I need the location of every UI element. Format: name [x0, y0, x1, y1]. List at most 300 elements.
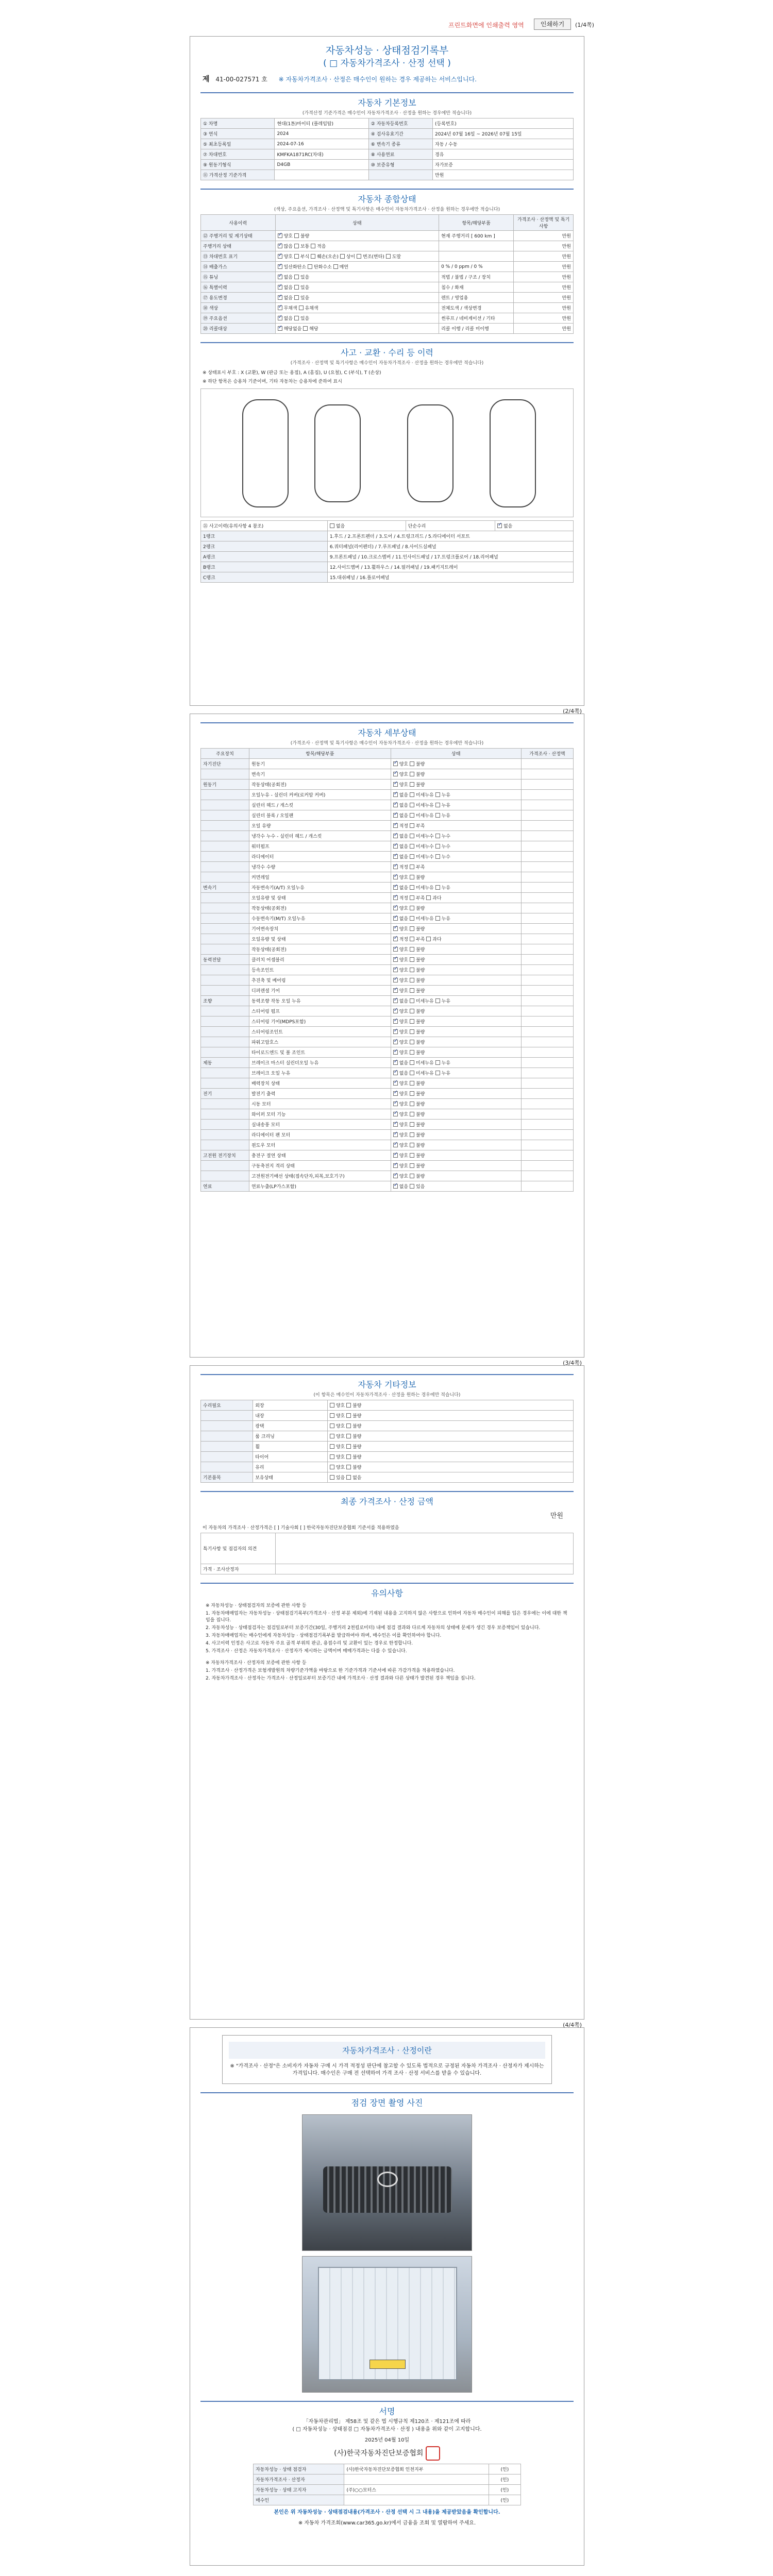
- detail-status-option: 미세누유: [415, 999, 435, 1004]
- other-status-checkbox[interactable]: [330, 1465, 334, 1469]
- basic-value: 2024-07-16: [275, 139, 368, 149]
- detail-status-checkbox[interactable]: [410, 803, 414, 807]
- signer-name: [344, 2475, 489, 2485]
- other-row: [201, 1411, 574, 1421]
- other-status-checkbox[interactable]: [330, 1444, 334, 1449]
- summary-detail: 썬루프 / 네비게이션 / 기타: [439, 313, 514, 324]
- other-row: [201, 1442, 574, 1452]
- detail-status-option: 양호: [399, 958, 410, 963]
- detail-status-checkbox[interactable]: [426, 895, 431, 900]
- summary-status-checkbox[interactable]: [333, 264, 338, 269]
- detail-status-checkbox[interactable]: [393, 916, 398, 921]
- detail-status-checkbox[interactable]: [410, 792, 414, 797]
- signature-footer-2: ※ 자동차 가격조회(www.car365.go.kr)에서 금융을 조회 및 열람하여 주세요.: [298, 2520, 476, 2526]
- detail-group: [201, 1171, 249, 1181]
- other-status-option: 불량: [352, 1403, 362, 1409]
- other-status-checkbox[interactable]: [346, 1423, 351, 1428]
- summary-status-checkbox[interactable]: [311, 244, 315, 248]
- basic-info-heading: 자동차 기본정보: [200, 92, 574, 109]
- detail-status-option: 양호: [399, 1030, 410, 1035]
- detail-status-checkbox[interactable]: [410, 865, 414, 869]
- other-status-checkbox[interactable]: [346, 1454, 351, 1459]
- detail-price: [521, 1037, 573, 1047]
- detail-status-checkbox[interactable]: [393, 1174, 398, 1178]
- detail-status-option: 양호: [399, 1009, 410, 1014]
- basic-row: [201, 129, 574, 139]
- detail-status-checkbox[interactable]: [393, 782, 398, 787]
- detail-status-checkbox[interactable]: [410, 906, 414, 910]
- detail-group: [201, 821, 249, 831]
- basic-value: KMFKA1871RC(차대): [275, 149, 368, 160]
- detail-col-header: 가격조사 · 산정액: [521, 749, 573, 759]
- detail-status-checkbox[interactable]: [435, 792, 440, 797]
- detail-status-checkbox[interactable]: [393, 926, 398, 931]
- summary-status-checkbox[interactable]: [294, 275, 299, 279]
- other-item: 내장: [253, 1411, 328, 1421]
- detail-status-checkbox[interactable]: [393, 844, 398, 849]
- detail-group: [201, 800, 249, 810]
- summary-status: [275, 251, 439, 262]
- notes-p2: 1. 자동차매매업자는 자동차성능 · 상태점검기록부(가격조사 · 산정 부분 제외)에 기재된 내용을 고지하지 않은 사항으로 인하여 자동차 매수인이 피해를 입은 경우에는 이에 대한 책임을 집니다.: [206, 1611, 567, 1623]
- summary-item-label: ⑰ 용도변경: [201, 293, 276, 303]
- detail-status-checkbox[interactable]: [410, 968, 414, 972]
- detail-group: [201, 1140, 249, 1150]
- detail-status-checkbox[interactable]: [410, 998, 414, 1003]
- summary-item-label: ⑯ 특별이력: [201, 282, 276, 293]
- summary-status-checkbox[interactable]: [308, 264, 312, 269]
- other-status-option: 양호: [335, 1414, 347, 1419]
- detail-status-checkbox[interactable]: [435, 813, 440, 818]
- detail-status-checkbox[interactable]: [410, 1040, 414, 1044]
- basic-value: 2024년 07월 16일 ~ 2026년 07월 15일: [433, 129, 574, 139]
- detail-item: 충전구 절연 상태: [249, 1150, 391, 1161]
- detail-status-checkbox[interactable]: [410, 1081, 414, 1086]
- detail-status-option: 누수: [441, 855, 450, 860]
- detail-status: [391, 1109, 521, 1120]
- summary-col-header: 항목/해당부품: [439, 215, 514, 231]
- basic-value: 자가보증: [433, 160, 574, 170]
- detail-status: [391, 1181, 521, 1192]
- detail-item: 수동변속기(M/T) 오일누유: [249, 913, 391, 924]
- detail-status-checkbox[interactable]: [410, 957, 414, 962]
- detail-status-checkbox[interactable]: [393, 1060, 398, 1065]
- detail-status-option: 미세누유: [415, 886, 435, 891]
- notes-p3: 2. 자동차성능 · 상태점검자는 점검일로부터 보증기간(30일, 주행거리 2천킬로미터) 내에 점검 결과와 다르게 자동차의 상태에 문제가 생긴 경우 보증책임이 있습니다.: [206, 1625, 541, 1631]
- other-status-checkbox[interactable]: [346, 1465, 351, 1469]
- detail-status-checkbox[interactable]: [393, 1132, 398, 1137]
- detail-status-checkbox[interactable]: [410, 1009, 414, 1013]
- detail-row: [201, 1037, 574, 1047]
- detail-status-option: 미세누수: [415, 834, 435, 839]
- other-status-checkbox[interactable]: [330, 1423, 334, 1428]
- detail-status-checkbox[interactable]: [410, 1029, 414, 1034]
- detail-item: 브레이크 오일 누유: [249, 1068, 391, 1078]
- detail-price: [521, 759, 573, 769]
- summary-status: [275, 303, 439, 313]
- summary-status-option: 상이: [346, 255, 357, 260]
- detail-status-checkbox[interactable]: [410, 1101, 414, 1106]
- detail-status-checkbox[interactable]: [435, 1060, 440, 1065]
- summary-status: [275, 282, 439, 293]
- detail-status-checkbox[interactable]: [435, 803, 440, 807]
- detail-group: [201, 769, 249, 779]
- detail-status-checkbox[interactable]: [410, 834, 414, 838]
- summary-row: [201, 282, 574, 293]
- detail-status-checkbox[interactable]: [410, 854, 414, 859]
- summary-status-checkbox[interactable]: [294, 295, 299, 300]
- detail-item: 클러치 어셈블리: [249, 955, 391, 965]
- detail-status-checkbox[interactable]: [410, 1132, 414, 1137]
- other-status-option: 양호: [335, 1403, 347, 1409]
- detail-status-checkbox[interactable]: [393, 1163, 398, 1168]
- detail-status-option: 누유: [441, 814, 450, 819]
- summary-hint: (색상, 주요옵션, 가격조사 · 산정액 및 특기사항은 매수인이 자동차가격조사 · 산정을 원하는 경우에만 적습니다): [274, 207, 500, 212]
- detail-status-checkbox[interactable]: [410, 1050, 414, 1055]
- other-status-checkbox[interactable]: [330, 1434, 334, 1438]
- photo-section: [200, 2092, 574, 2393]
- summary-status-checkbox[interactable]: [294, 244, 299, 248]
- summary-status-checkbox[interactable]: [294, 254, 299, 259]
- summary-item-label: ⑮ 튜닝: [201, 272, 276, 282]
- basic-row: [201, 118, 574, 129]
- signature-org-name: (사)한국자동차진단보증협회: [334, 2449, 424, 2458]
- detail-status-option: 적정: [399, 865, 410, 870]
- other-row: [201, 1431, 574, 1442]
- detail-status-checkbox[interactable]: [393, 854, 398, 859]
- detail-status: [391, 1058, 521, 1068]
- signature-row: [254, 2485, 521, 2495]
- detail-item: 타이로드엔드 및 볼 조인트: [249, 1047, 391, 1058]
- summary-status-checkbox[interactable]: [278, 316, 282, 320]
- detail-row: [201, 893, 574, 903]
- detail-group: 고전원 전기장치: [201, 1150, 249, 1161]
- detail-status-checkbox[interactable]: [393, 937, 398, 941]
- detail-item: 라디에이터: [249, 852, 391, 862]
- detail-status-checkbox[interactable]: [393, 1029, 398, 1034]
- summary-col-header: 가격조사 · 산정액 및 특기사항: [514, 215, 574, 231]
- detail-status-checkbox[interactable]: [410, 772, 414, 776]
- detail-status-checkbox[interactable]: [435, 998, 440, 1003]
- detail-item: 작동상태(공회전): [249, 903, 391, 913]
- detail-row: [201, 955, 574, 965]
- detail-row: [201, 924, 574, 934]
- detail-status-checkbox[interactable]: [393, 761, 398, 766]
- summary-status-checkbox[interactable]: [294, 285, 299, 290]
- detail-status-checkbox[interactable]: [435, 844, 440, 849]
- summary-row: [201, 313, 574, 324]
- rank-label: B랭크: [201, 562, 328, 572]
- other-section: [200, 1374, 574, 1483]
- other-status-checkbox[interactable]: [346, 1444, 351, 1449]
- accident-legend: ※ 상태표시 부호 : X (교환), W (판금 또는 용접), A (흠집), U (요철), C (부식), T (손상): [203, 370, 381, 376]
- detail-item: 스티어링 기어(MDPS포함): [249, 1016, 391, 1027]
- summary-status-checkbox[interactable]: [386, 254, 391, 259]
- detail-status-checkbox[interactable]: [393, 1019, 398, 1024]
- detail-status-option: 양호: [399, 1081, 410, 1087]
- detail-price: [521, 1016, 573, 1027]
- detail-status-option: 적정: [399, 896, 410, 901]
- detail-group: [201, 1161, 249, 1171]
- summary-status-checkbox[interactable]: [340, 254, 345, 259]
- repair-none-checkbox[interactable]: [497, 523, 502, 528]
- summary-status-option: 있음: [300, 296, 310, 301]
- detail-status-option: 없음: [399, 834, 410, 839]
- summary-price: 만원: [514, 262, 574, 272]
- other-group: [201, 1452, 253, 1462]
- detail-status-checkbox[interactable]: [393, 1071, 398, 1075]
- detail-status-checkbox[interactable]: [435, 916, 440, 921]
- signer-seal: (인): [489, 2485, 520, 2495]
- detail-status-option: 불량: [415, 927, 425, 932]
- detail-row: [201, 1140, 574, 1150]
- summary-status-option: 없음: [283, 316, 294, 321]
- detail-status-checkbox[interactable]: [410, 916, 414, 921]
- basic-label: ⑩ 보증유형: [368, 160, 432, 170]
- detail-item: 자동변속기(A/T) 오일누유: [249, 883, 391, 893]
- detail-status-checkbox[interactable]: [410, 782, 414, 787]
- detail-status-checkbox[interactable]: [393, 1122, 398, 1127]
- notes-body: [200, 1600, 574, 1685]
- rank-label: C랭크: [201, 572, 328, 583]
- detail-group: [201, 893, 249, 903]
- detail-status-checkbox[interactable]: [435, 885, 440, 890]
- detail-status-option: 양호: [399, 1102, 410, 1107]
- detail-status-checkbox[interactable]: [393, 865, 398, 869]
- detail-status-option: 미세누유: [415, 1071, 435, 1076]
- price-info-text: ※ "가격조사 · 산정"은 소비자가 자동차 구매 시 가격 적정성 판단에 참고할 수 있도록 법적으로 규정된 자동차 가격조사 · 산정자가 제시하는 가격입니다. 매수인은 구매 전 선택하여 가격 조사 · 산정 서비스를 받을 수 있습니다.: [230, 2063, 544, 2076]
- detail-status-option: 불량: [415, 978, 425, 984]
- detail-status-checkbox[interactable]: [393, 875, 398, 879]
- detail-status-checkbox[interactable]: [410, 885, 414, 890]
- detail-status-checkbox[interactable]: [393, 1143, 398, 1147]
- detail-row: [201, 903, 574, 913]
- summary-price: 만원: [514, 272, 574, 282]
- detail-status-checkbox[interactable]: [393, 1091, 398, 1096]
- detail-status-option: 과다: [432, 937, 442, 942]
- notes-heading: 유의사항: [200, 1583, 574, 1600]
- detail-status-option: 누유: [441, 886, 450, 891]
- print-toolbar: [0, 15, 773, 36]
- detail-status-checkbox[interactable]: [410, 1112, 414, 1116]
- detail-status-checkbox[interactable]: [435, 854, 440, 859]
- summary-status-checkbox[interactable]: [278, 244, 282, 248]
- summary-status-checkbox[interactable]: [294, 316, 299, 320]
- detail-status-checkbox[interactable]: [393, 1040, 398, 1044]
- detail-row: [201, 852, 574, 862]
- detail-status-checkbox[interactable]: [410, 1184, 414, 1189]
- detail-status-checkbox[interactable]: [426, 937, 431, 941]
- detail-status: [391, 852, 521, 862]
- summary-price: 만원: [514, 313, 574, 324]
- detail-status-checkbox[interactable]: [393, 988, 398, 993]
- basic-value: (등록번호): [433, 118, 574, 129]
- detail-status-option: 미세누유: [415, 803, 435, 808]
- car-diagram: [200, 388, 574, 517]
- detail-status-checkbox[interactable]: [410, 1091, 414, 1096]
- detail-item: 오일 유량: [249, 821, 391, 831]
- detail-status-checkbox[interactable]: [393, 968, 398, 972]
- detail-row: [201, 821, 574, 831]
- signature-org: [200, 2446, 574, 2461]
- summary-status-checkbox[interactable]: [278, 264, 282, 269]
- summary-status-checkbox[interactable]: [294, 233, 299, 238]
- detail-status-option: 불량: [415, 1092, 425, 1097]
- detail-status-checkbox[interactable]: [410, 926, 414, 931]
- detail-status-checkbox[interactable]: [410, 947, 414, 952]
- summary-status-checkbox[interactable]: [278, 285, 282, 290]
- detail-status-checkbox[interactable]: [410, 1174, 414, 1178]
- detail-status-checkbox[interactable]: [410, 895, 414, 900]
- basic-value: [275, 170, 368, 180]
- summary-item-label: ⑬ 차대번호 표기: [201, 251, 276, 262]
- detail-status-option: 미세누유: [415, 1061, 435, 1066]
- detail-status-checkbox[interactable]: [410, 844, 414, 849]
- detail-status: [391, 924, 521, 934]
- detail-row: [201, 1089, 574, 1099]
- detail-status-checkbox[interactable]: [410, 988, 414, 993]
- detail-row: [201, 1027, 574, 1037]
- other-status-checkbox[interactable]: [330, 1454, 334, 1459]
- detail-status-checkbox[interactable]: [393, 906, 398, 910]
- detail-status: [391, 1016, 521, 1027]
- detail-status-checkbox[interactable]: [393, 1009, 398, 1013]
- accident-legend-2: ※ 하단 항목은 승용차 기준이며, 기타 자동차는 승용차에 준하여 표시: [203, 379, 342, 384]
- detail-status-checkbox[interactable]: [393, 947, 398, 952]
- signer-role: 매수인: [254, 2495, 344, 2505]
- summary-status-option: 없음: [283, 285, 294, 291]
- detail-status-option: 불량: [415, 1030, 425, 1035]
- detail-price: [521, 1150, 573, 1161]
- detail-status-checkbox[interactable]: [410, 761, 414, 766]
- other-status-checkbox[interactable]: [346, 1413, 351, 1418]
- detail-status-option: 누유: [441, 803, 450, 808]
- summary-status-option: 많음: [283, 244, 294, 249]
- summary-status-checkbox[interactable]: [299, 306, 304, 310]
- summary-status: [275, 262, 439, 272]
- detail-status: [391, 790, 521, 800]
- detail-status-checkbox[interactable]: [393, 772, 398, 776]
- detail-status-option: 양호: [399, 906, 410, 911]
- other-status-checkbox[interactable]: [346, 1475, 351, 1480]
- detail-status-checkbox[interactable]: [393, 1081, 398, 1086]
- detail-status-checkbox[interactable]: [410, 823, 414, 828]
- detail-status: [391, 1078, 521, 1089]
- basic-info-table: [200, 118, 574, 180]
- detail-status-checkbox[interactable]: [435, 834, 440, 838]
- detail-status-checkbox[interactable]: [393, 1153, 398, 1158]
- document-number-label: 제: [203, 75, 210, 83]
- summary-status-checkbox[interactable]: [357, 254, 361, 259]
- detail-status-checkbox[interactable]: [410, 1122, 414, 1127]
- accident-none-checkbox[interactable]: [330, 523, 334, 528]
- detail-status-checkbox[interactable]: [410, 1060, 414, 1065]
- summary-detail: 적법 / 불법 / 구조 / 장치: [439, 272, 514, 282]
- other-status-checkbox[interactable]: [330, 1413, 334, 1418]
- detail-item: 배력장치 상태: [249, 1078, 391, 1089]
- summary-col-header: 사용이력: [201, 215, 276, 231]
- summary-col-header: 상태: [275, 215, 439, 231]
- detail-group: [201, 1016, 249, 1027]
- detail-status-checkbox[interactable]: [393, 895, 398, 900]
- detail-status-checkbox[interactable]: [393, 792, 398, 797]
- summary-status-checkbox[interactable]: [278, 295, 282, 300]
- detail-status-checkbox[interactable]: [410, 1019, 414, 1024]
- detail-status-checkbox[interactable]: [410, 937, 414, 941]
- rank-label: 2랭크: [201, 541, 328, 552]
- summary-status-checkbox[interactable]: [303, 326, 308, 331]
- detail-status-checkbox[interactable]: [410, 978, 414, 982]
- signature-row: [254, 2475, 521, 2485]
- detail-status: [391, 913, 521, 924]
- basic-label: ① 차명: [201, 118, 275, 129]
- detail-status-checkbox[interactable]: [393, 1112, 398, 1116]
- summary-detail: 현재 주행거리 [ 600 km ]: [439, 231, 514, 241]
- detail-status-checkbox[interactable]: [393, 1184, 398, 1189]
- summary-status-checkbox[interactable]: [311, 254, 315, 259]
- detail-status-checkbox[interactable]: [410, 1153, 414, 1158]
- detail-row: [201, 913, 574, 924]
- detail-item: 구동축전지 격리 상태: [249, 1161, 391, 1171]
- detail-status-checkbox[interactable]: [410, 813, 414, 818]
- other-status-checkbox[interactable]: [330, 1475, 334, 1480]
- detail-group: [201, 1037, 249, 1047]
- summary-status-option: 해당없음: [283, 327, 304, 332]
- detail-status-checkbox[interactable]: [393, 885, 398, 890]
- detail-row: [201, 1058, 574, 1068]
- other-status-checkbox[interactable]: [346, 1403, 351, 1408]
- detail-status-checkbox[interactable]: [393, 957, 398, 962]
- summary-status-checkbox[interactable]: [278, 254, 282, 259]
- detail-status-checkbox[interactable]: [410, 1163, 414, 1168]
- print-button[interactable]: 인쇄하기: [534, 19, 571, 30]
- detail-status-option: 미세누유: [415, 814, 435, 819]
- basic-label: ⑦ 차대번호: [201, 149, 275, 160]
- other-status-checkbox[interactable]: [346, 1434, 351, 1438]
- detail-status: [391, 800, 521, 810]
- detail-status-option: 없음: [399, 793, 410, 798]
- detail-status-option: 누수: [441, 844, 450, 850]
- other-row: [201, 1452, 574, 1462]
- summary-status-checkbox[interactable]: [278, 233, 282, 238]
- detail-status-checkbox[interactable]: [393, 998, 398, 1003]
- summary-item-label: ⑭ 배출가스: [201, 262, 276, 272]
- detail-status-checkbox[interactable]: [393, 803, 398, 807]
- detail-status-checkbox[interactable]: [435, 1071, 440, 1075]
- summary-status-checkbox[interactable]: [278, 326, 282, 331]
- detail-status-checkbox[interactable]: [393, 813, 398, 818]
- detail-status-checkbox[interactable]: [410, 1143, 414, 1147]
- summary-status-option: 해당: [309, 327, 318, 332]
- summary-row: [201, 241, 574, 251]
- detail-status-checkbox[interactable]: [393, 1101, 398, 1106]
- detail-status-checkbox[interactable]: [393, 823, 398, 828]
- summary-status-option: 무채색: [283, 306, 299, 311]
- other-status-checkbox[interactable]: [330, 1403, 334, 1408]
- detail-group: [201, 810, 249, 821]
- detail-price: [521, 893, 573, 903]
- basic-label: ② 자동차등록번호: [368, 118, 432, 129]
- summary-status-checkbox[interactable]: [278, 275, 282, 279]
- detail-status-checkbox[interactable]: [410, 875, 414, 879]
- other-row: [201, 1472, 574, 1483]
- summary-status-checkbox[interactable]: [278, 306, 282, 310]
- detail-status-checkbox[interactable]: [410, 1071, 414, 1075]
- document-number: [203, 74, 584, 84]
- detail-status-checkbox[interactable]: [393, 1050, 398, 1055]
- detail-status-checkbox[interactable]: [393, 834, 398, 838]
- detail-status-checkbox[interactable]: [393, 978, 398, 982]
- car-right-side-icon: [490, 399, 536, 507]
